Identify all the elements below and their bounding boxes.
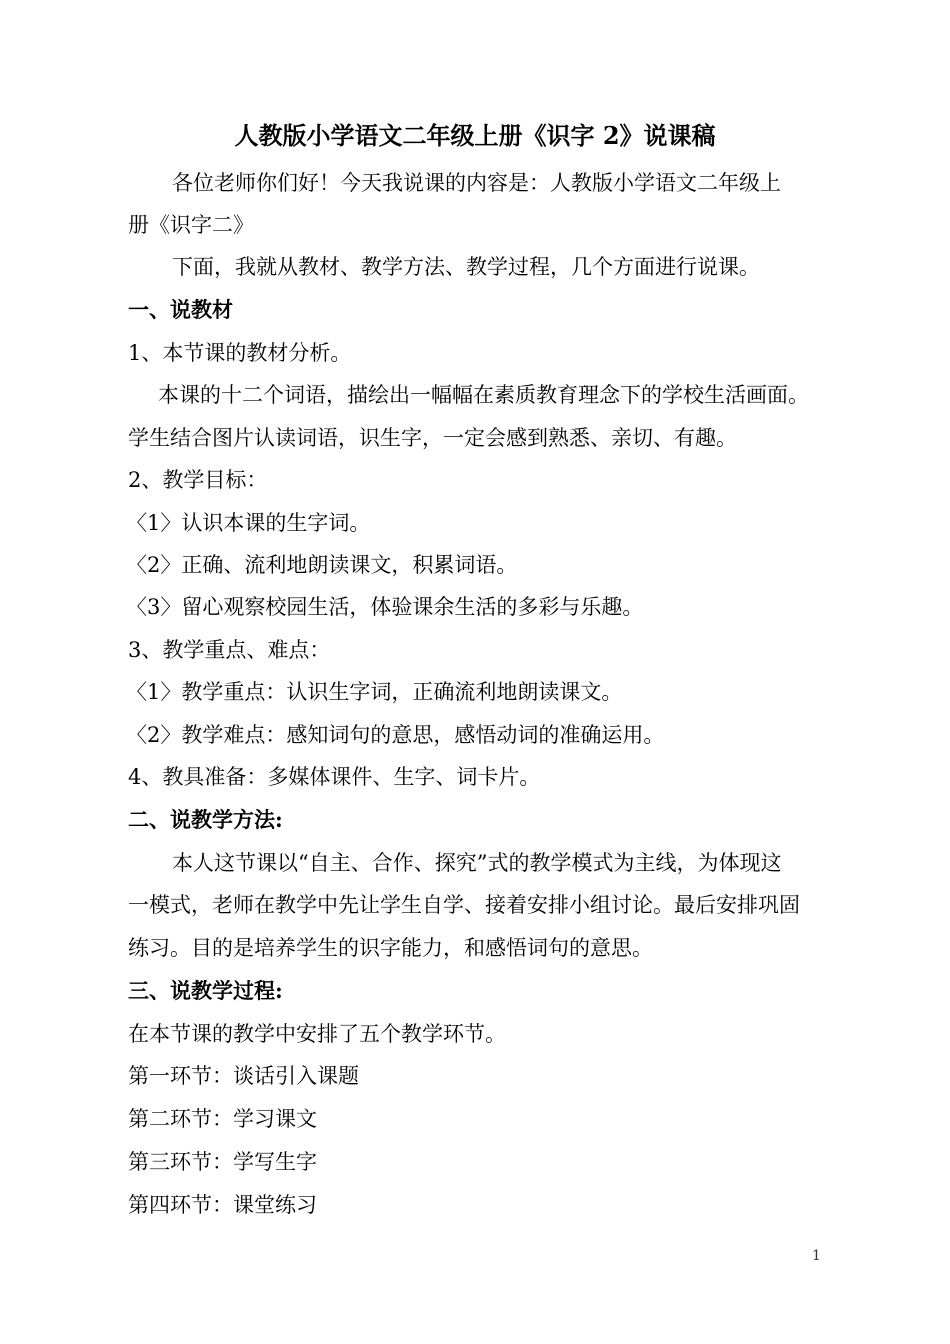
section-1-heading: 一、说教材 xyxy=(128,297,233,322)
section-2-heading: 二、说教学方法: xyxy=(128,807,283,832)
section-1-item-2-title: 2、教学目标： xyxy=(128,468,268,492)
overview-text: 下面，我就从教材、教学方法、教学过程，几个方面进行说课。 xyxy=(172,255,760,279)
teaching-step-3: 第三环节：学写生字 xyxy=(128,1150,317,1174)
section-1-item-3-title: 3、教学重点、难点： xyxy=(128,638,331,662)
teaching-step-2: 第二环节：学习课文 xyxy=(128,1107,317,1131)
section-3-intro: 在本节课的教学中安排了五个教学环节。 xyxy=(128,1022,506,1046)
section-3-heading: 三、说教学过程: xyxy=(128,978,283,1003)
teaching-goal-3: 〈3〉留心观察校园生活，体验课余生活的多彩与乐趣。 xyxy=(126,595,644,619)
section-1-item-1-text-line-2: 学生结合图片认读词语，识生字，一定会感到熟悉、亲切、有趣。 xyxy=(128,426,737,450)
document-title: 人教版小学语文二年级上册《识字 2》说课稿 xyxy=(234,121,716,150)
section-2-text-line-1: 本人这节课以“自主、合作、探究”式的教学模式为主线，为体现这 xyxy=(172,851,782,875)
section-2-text-line-2: 一模式，老师在教学中先让学生自学、接着安排小组讨论。最后安排巩固 xyxy=(128,893,800,917)
teaching-difficulty: 〈2〉教学难点：感知词句的意思，感悟动词的准确运用。 xyxy=(126,723,665,747)
section-1-item-1-text-line-1: 本课的十二个词语，描绘出一幅幅在素质教育理念下的学校生活画面。 xyxy=(158,383,809,407)
teaching-materials: 4、教具准备：多媒体课件、生字、词卡片。 xyxy=(128,765,541,789)
intro-line-2: 册《识字二》 xyxy=(128,213,254,237)
teaching-key-point: 〈1〉教学重点：认识生字词，正确流利地朗读课文。 xyxy=(126,680,623,704)
teaching-goal-1: 〈1〉认识本课的生字词。 xyxy=(126,511,371,535)
page-number: 1 xyxy=(812,1248,821,1264)
intro-line-1: 各位老师你们好！今天我说课的内容是：人教版小学语文二年级上 xyxy=(172,171,781,195)
teaching-step-1: 第一环节：谈话引入课题 xyxy=(128,1064,359,1088)
section-1-item-1-title: 1、本节课的教材分析。 xyxy=(128,341,352,365)
section-2-text-line-3: 练习。目的是培养学生的识字能力，和感悟词句的意思。 xyxy=(128,936,653,960)
teaching-step-4: 第四环节：课堂练习 xyxy=(128,1193,317,1217)
teaching-goal-2: 〈2〉正确、流利地朗读课文，积累词语。 xyxy=(126,553,518,577)
